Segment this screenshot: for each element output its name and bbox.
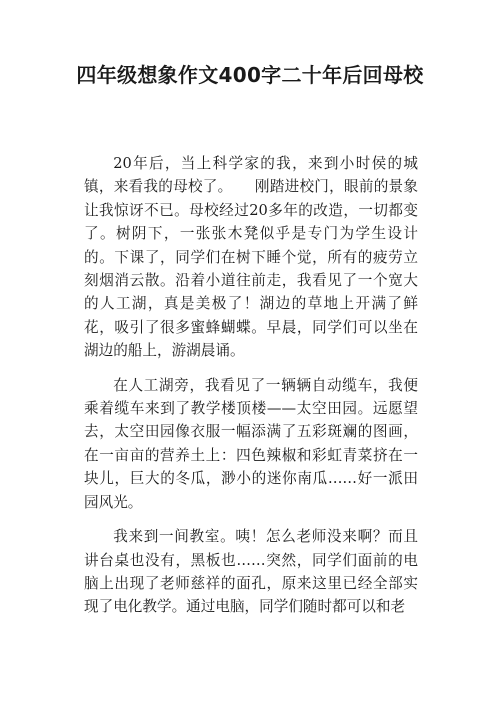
paragraph-1: 20年后，当上科学家的我，来到小时侯的城镇，来看我的母校了。 刚踏进校门，眼前的景象让我惊讶不已。母校经过20多年的改造，一切都变了。树阴下，一张张木凳似乎是专门为学生设计的。下课了，同学们在树下睡个觉，所有的疲劳立刻烟消云散。沿着小道往前走，我看见了一个宽大的人工湖，真是美极了！湖边的草地上开满了鲜花，吸引了很多蜜蜂蝴蝶。早晨，同学们可以坐在湖边的船上，游湖晨诵。 (84, 155, 418, 360)
paragraph-2: 在人工湖旁，我看见了一辆辆自动缆车，我便乘着缆车来到了教学楼顶楼——太空田园。远愿望去，太空田园像衣服一幅添满了五彩斑斓的图画，在一亩亩的营养土上：四色辣椒和彩虹青菜挤在一块儿，巨大的冬瓜，渺小的迷你南瓜……好一派田园风光。 (84, 376, 418, 511)
paragraph-3: 我来到一间教室。咦！怎么老师没来啊？而且讲台桌也没有，黑板也……突然，同学们面前的电脑上出现了老师慈祥的面孔，原来这里已经全部实现了电化教学。通过电脑，同学们随时都可以和老 (84, 528, 418, 616)
document-body (84, 152, 418, 630)
document-title: 四年级想象作文400字二十年后回母校 (76, 63, 424, 87)
